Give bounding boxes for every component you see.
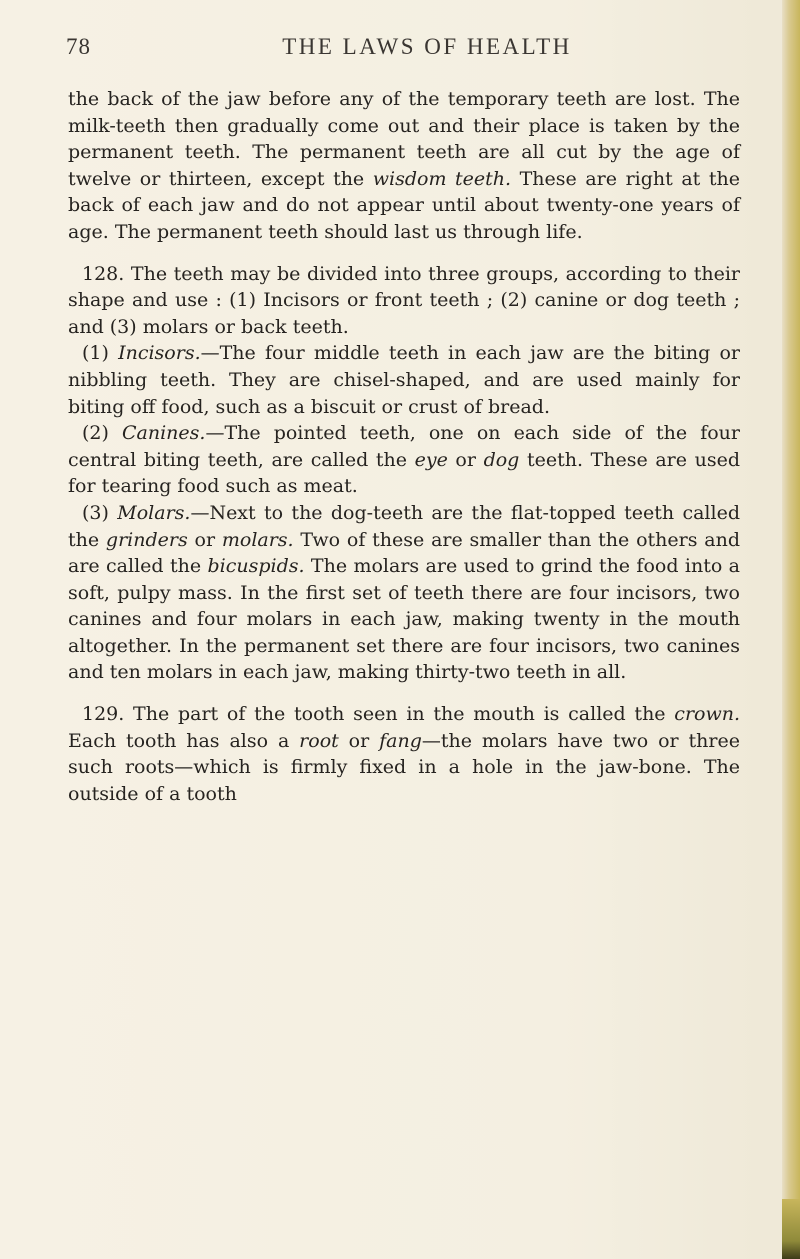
running-head [66,34,740,70]
section-number: 129. [82,703,125,726]
body-text [68,86,740,807]
paragraph-incisors: (1) Incisors.—The four middle teeth in each jaw are the biting or nibbling teeth. They are chisel-shaped, and are used mainly for biting off food, such as a biscuit or crust of bread. [68,342,740,418]
paragraph-molars: (3) Molars.—Next to the dog-teeth are the flat-topped teeth called the grinders or molars. Two of these are smaller than the others and are called the bicuspids. The molars are used to grind the food into a soft, pulpy mass. In the first set of teeth there are four incisors, two canines and four molars in each jaw, making twenty in the mouth altogether. In the permanent set there are four incisors, two canines and ten molars in each jaw, making thirty-two teeth in all. [68,501,740,684]
paragraph-128: 128. The teeth may be divided into three groups, according to their shape and use : (1) Incisors or front teeth ; (2) canine or dog teeth ; and (3) molars or back teeth. [68,262,740,338]
page-edge [782,0,800,1259]
paragraph-continuation: the back of the jaw before any of the temporary teeth are lost. The milk-teeth then gradually come out and their place is taken by the permanent teeth. The permanent teeth are all cut by the age of twelve or thirteen, except the wisdom teeth. These are right at the back of each jaw and do not appear until about twenty-one years of age. The permanent teeth should last us through life. [68,88,740,243]
section-number: 128. [82,262,125,285]
paragraph-129: 129. The part of the tooth seen in the mouth is called the crown. Each tooth has also a root or fang—the molars have two or three such roots—which is firmly fixed in a hole in the jaw-bone. The outside of a tooth [68,703,740,805]
page-title: THE LAWS OF HEALTH [282,34,572,59]
paragraph-canines: (2) Canines.—The pointed teeth, one on each side of the four central biting teeth, are called the eye or dog teeth. These are used for tearing food such as meat. [68,422,741,498]
page-number: 78 [66,34,91,59]
page-edge-shadow [782,1199,800,1259]
